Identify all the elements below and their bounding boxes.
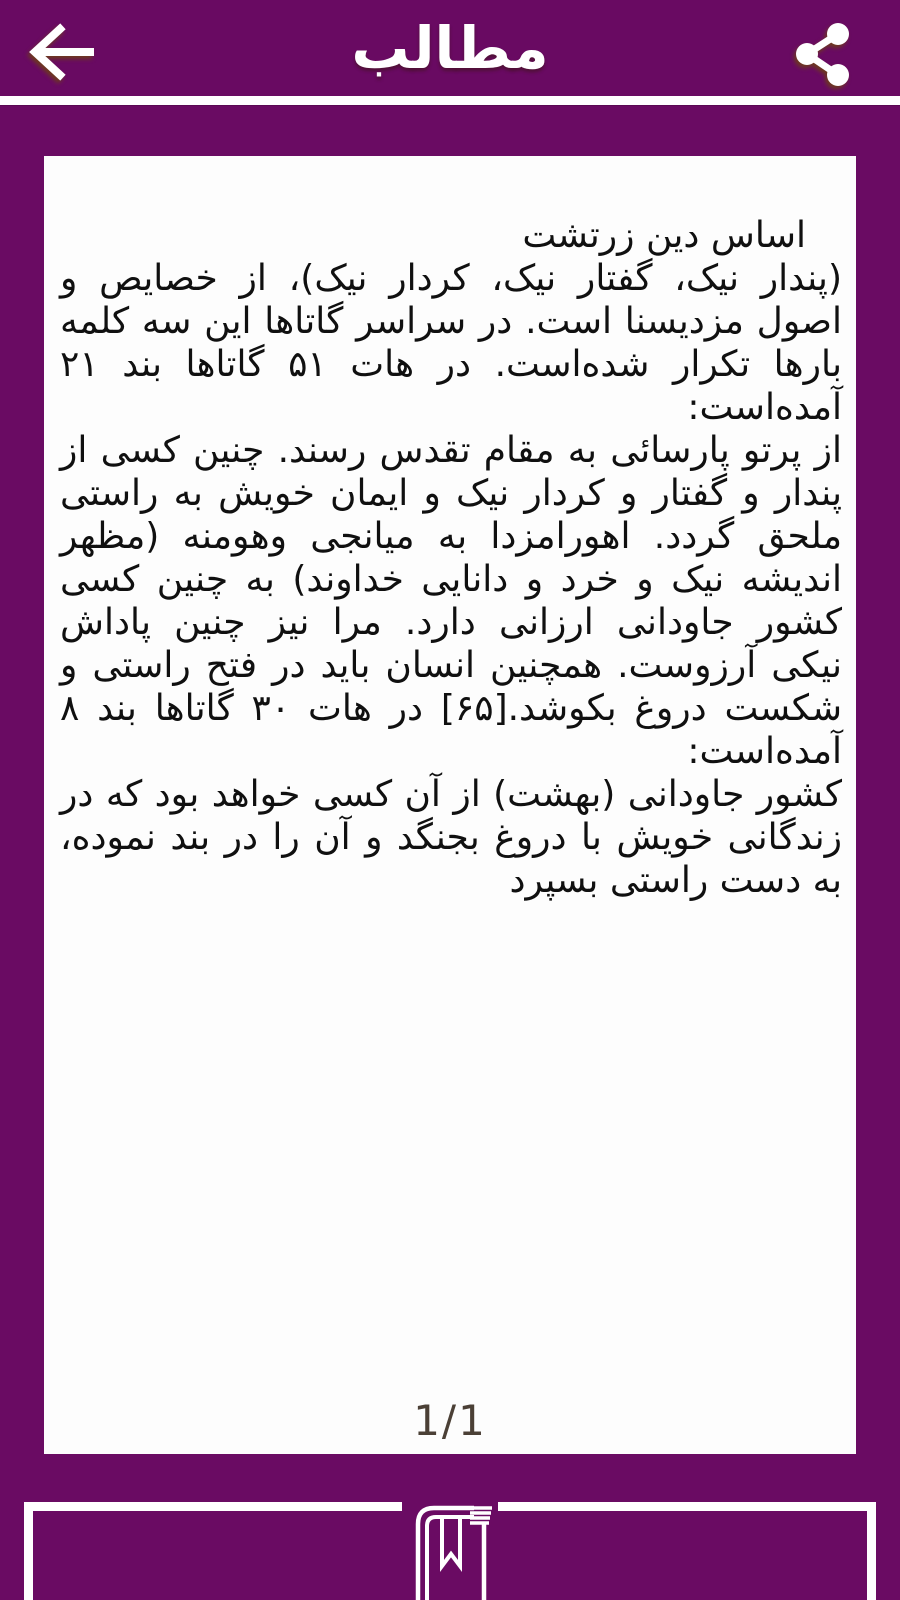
- header-bar: [0, 0, 900, 96]
- article-paragraph: کشور جاودانی (بهشت) از آن کسی خواهد بود که در زندگانی خویش با دروغ بجنگد و آن را در بند نموده، به دست راستی بسپرد: [60, 774, 842, 901]
- header-divider: [0, 96, 900, 105]
- article-paragraph: (پندار نیک، گفتار نیک، کردار نیک)، از خصایص و اصول مزدیسنا است. در سراسر گاتاها این سه کلمه بارها تکرار شده‌است. در هات ۵۱ گاتاها بند ۲۱ آمده‌است:: [60, 258, 842, 428]
- content-card: [44, 156, 856, 1454]
- book-bookmark-icon: [404, 1498, 496, 1600]
- arrow-left-icon: [28, 23, 98, 81]
- page-indicator: 1/1: [413, 1396, 487, 1445]
- article-text: [44, 156, 856, 902]
- share-icon: [792, 23, 862, 87]
- bookmark-button[interactable]: [402, 1498, 498, 1600]
- back-button[interactable]: [28, 20, 98, 84]
- article-heading: اساس دین زرتشت: [522, 215, 806, 256]
- share-button[interactable]: [792, 22, 862, 88]
- page-title: مطالب: [351, 14, 549, 82]
- article-paragraph: از پرتو پارسائی به مقام تقدس رسند. چنین کسی از پندار و گفتار و کردار نیک و ایمان خویش به راستی ملحق گردد. اهورامزدا به میانجی وهومنه (مظهر اندیشه نیک و خرد و دانایی خداوند) به چنین کسی کشور جاودانی ارزانی دارد. مرا نیز چنین پاداش نیکی آرزوست. همچنین انسان باید در فتح راستی و شکست دروغ بکوشد.[۶۵] در هات ۳۰ گاتاها بند ۸ آمده‌است:: [60, 430, 842, 772]
